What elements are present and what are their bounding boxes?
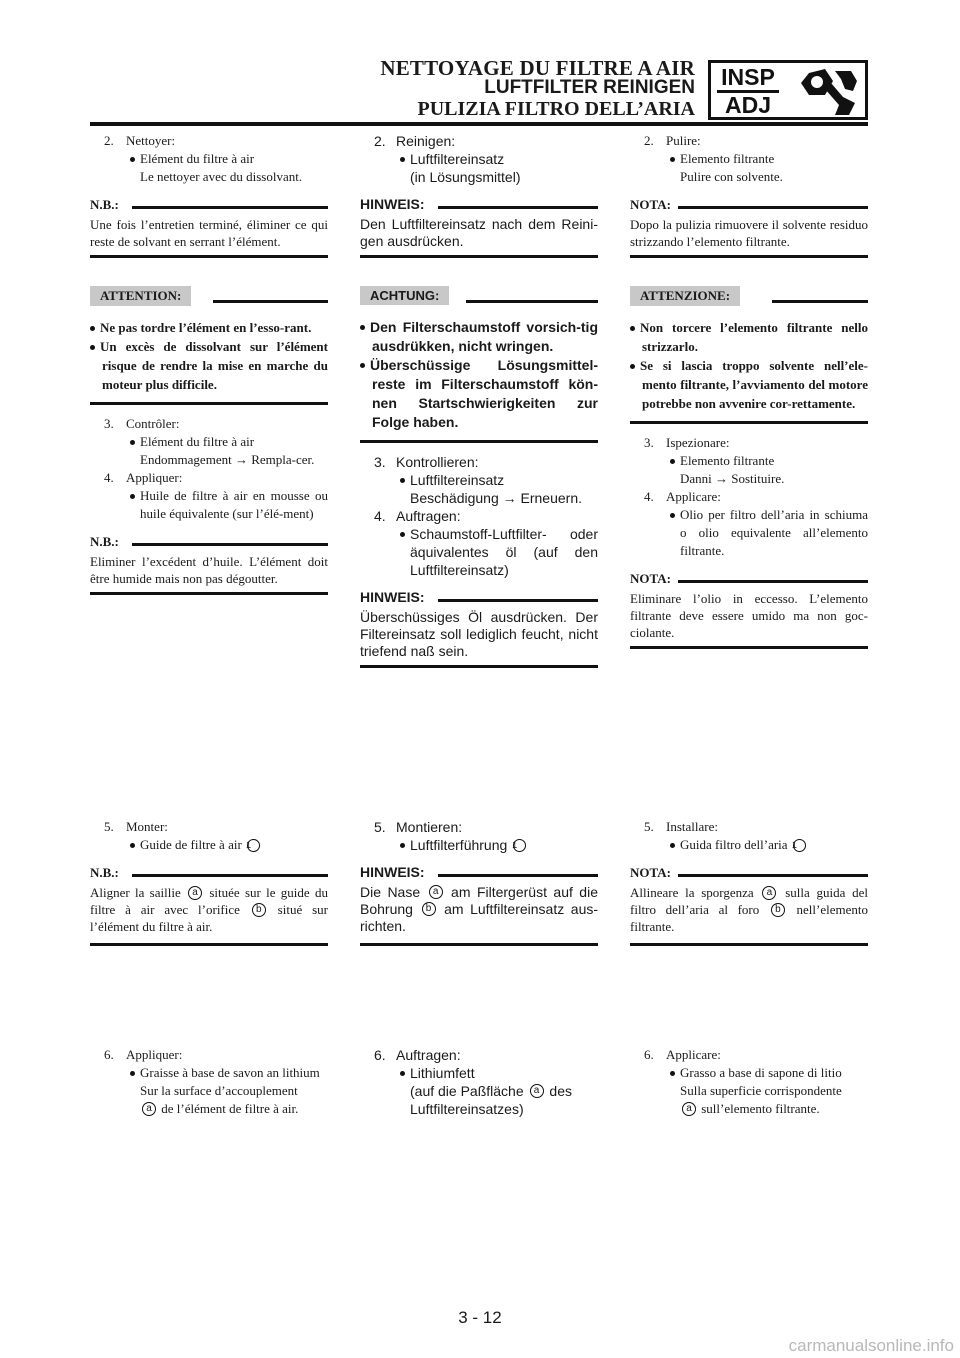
column-it — [630, 132, 868, 649]
step-title: Ispezionare: — [666, 435, 730, 450]
warning-label: ATTENTION: — [90, 286, 191, 306]
column-de-bottom — [360, 1046, 598, 1118]
step-number: 4. — [374, 508, 386, 524]
step-title: Montieren: — [396, 819, 463, 835]
bullet-icon — [400, 478, 405, 483]
column-de — [360, 132, 598, 668]
warning-item: Überschüssige Lösungsmittel-reste im Filterschaumstoff kön-nen Startschwierigkeiten zur Folge haben. — [370, 357, 598, 430]
step-title: Pulire: — [666, 133, 701, 148]
callout-a-icon: a — [142, 1102, 156, 1116]
bullet-icon — [670, 843, 675, 848]
bullet-subtext: Danni → Sostituire. — [680, 471, 785, 486]
step-number: 2. — [374, 133, 386, 149]
de-note-2-header — [360, 589, 598, 609]
bullet-icon — [670, 1071, 675, 1076]
bullet-text: Guida filtro dell’aria — [680, 837, 788, 852]
de-step-6 — [360, 1046, 598, 1118]
bullet-icon — [630, 364, 635, 369]
bullet-icon — [670, 513, 675, 518]
note-label: N.B.: — [90, 197, 125, 212]
callout-1-icon: 1 — [247, 839, 260, 852]
fr-step-3 — [90, 415, 328, 469]
step-number: 5. — [644, 819, 654, 834]
warning-closing-rule — [630, 421, 868, 424]
bullet-subtext: (in Lösungsmittel) — [410, 169, 521, 185]
warning-label: ACHTUNG: — [360, 286, 449, 305]
bullet-subtext: Luftfiltereinsatzes) — [410, 1101, 524, 1117]
note-closing-rule — [90, 592, 328, 595]
note-text-part: nell’elemento filtrante. — [630, 902, 868, 935]
fr-attention-header — [90, 286, 328, 310]
bullet-icon — [360, 325, 365, 330]
de-achtung-header — [360, 286, 598, 310]
step-number: 3. — [374, 454, 386, 470]
bullet-text: Luftfiltereinsatz — [410, 472, 505, 488]
badge-code — [717, 65, 779, 118]
bullet-icon — [670, 157, 675, 162]
note-text-part: sulla guida del filtro dell’aria al foro — [630, 885, 869, 918]
page-header — [380, 58, 695, 120]
it-step-3 — [630, 434, 868, 488]
bullet-icon — [630, 326, 635, 331]
step-number: 3. — [104, 416, 114, 431]
bullet-text: Elément du filtre à air — [140, 151, 255, 166]
note-label: NOTA: — [630, 571, 677, 586]
bullet-subtext: des — [549, 1083, 572, 1099]
note-label: N.B.: — [90, 865, 125, 880]
bullet-subtext: Endommagement → Rempla-cer. — [140, 452, 315, 467]
column-fr — [90, 132, 328, 595]
step-title: Appliquer: — [126, 470, 183, 485]
note-label: NOTA: — [630, 865, 677, 880]
bullet-icon — [670, 459, 675, 464]
note-text-part: am Luftfiltereinsatz aus-richten. — [360, 901, 599, 934]
bullet-text: Lithiumfett — [410, 1065, 475, 1081]
step-title: Installare: — [666, 819, 718, 834]
step-number: 3. — [644, 435, 654, 450]
bullet-icon — [400, 843, 405, 848]
step-number: 6. — [374, 1047, 386, 1063]
de-step-2 — [360, 132, 598, 186]
it-note-2-header — [630, 570, 868, 590]
de-note-3-text — [360, 884, 598, 935]
bullet-icon — [130, 1071, 135, 1076]
bullet-icon — [400, 532, 405, 537]
fr-note-2-header — [90, 533, 328, 553]
column-de-lower — [360, 818, 598, 946]
fr-note-1-header — [90, 196, 328, 216]
fr-step-4 — [90, 469, 328, 523]
step-number: 4. — [104, 470, 114, 485]
warning-item: Se si lascia troppo solvente nell’ele-mento filtrante, l’avviamento del motore potrebbe non avvenire cor-rettamente. — [640, 358, 868, 411]
warning-item: Non torcere l’elemento filtrante nello strizzarlo. — [640, 320, 868, 354]
step-number: 5. — [374, 819, 386, 835]
bullet-text: Huile de filtre à air en mousse ou huile équivalente (sur l’élé-ment) — [140, 488, 328, 521]
callout-b-icon: b — [771, 903, 785, 917]
bullet-text: Luftfiltereinsatz — [410, 151, 505, 167]
bullet-text: Guide de filtre à air — [140, 837, 242, 852]
step-number: 2. — [644, 133, 654, 148]
bullet-subtext: (auf die Paßfläche — [410, 1083, 524, 1099]
note-text-part: am Filtergerüst auf die Bohrung — [360, 884, 598, 917]
de-note-1-text: Den Luftfiltereinsatz nach dem Reini-gen ausdrücken. — [360, 216, 598, 249]
title-it: PULIZIA FILTRO DELL’ARIA — [417, 98, 695, 120]
note-label: HINWEIS: — [360, 864, 431, 880]
de-step-4 — [360, 507, 598, 579]
bullet-subtext: Beschädigung → Erneuern. — [410, 490, 582, 506]
step-number: 5. — [104, 819, 114, 834]
note-closing-rule — [90, 943, 328, 946]
step-title: Kontrollieren: — [396, 454, 479, 470]
note-closing-rule — [360, 665, 598, 668]
bullet-text: Luftfilterführung — [410, 837, 508, 853]
callout-a-icon: a — [530, 1084, 544, 1098]
step-title: Contrôler: — [126, 416, 180, 431]
step-title: Applicare: — [666, 489, 721, 504]
it-step-6 — [630, 1046, 868, 1118]
bullet-icon — [130, 494, 135, 499]
title-fr: NETTOYAGE DU FILTRE A AIR — [380, 56, 695, 80]
fr-attention-text — [90, 318, 328, 394]
it-note-2-text: Eliminare l’olio in eccesso. L’elemento filtrante deve essere umido ma non goc-ciolante. — [630, 591, 868, 640]
note-text-part: Allineare la sporgenza — [630, 885, 754, 900]
column-it-bottom — [630, 1046, 868, 1118]
bullet-text: Elément du filtre à air — [140, 434, 255, 449]
de-note-3-header — [360, 864, 598, 884]
bullet-subtext: Sulla superficie corrispondente — [680, 1083, 842, 1098]
de-step-5 — [360, 818, 598, 854]
bullet-icon — [90, 345, 95, 350]
de-note-2-text: Überschüssiges Öl ausdrücken. Der Filtereinsatz soll lediglich feucht, nicht triefend naß sein. — [360, 609, 598, 659]
it-attenzione-text — [630, 318, 868, 413]
fr-step-6 — [90, 1046, 328, 1118]
fr-step-5 — [90, 818, 328, 854]
insp-adj-badge — [708, 60, 868, 120]
bullet-text: Grasso a base di sapone di litio — [680, 1065, 842, 1080]
note-label: NOTA: — [630, 197, 677, 212]
callout-a-icon: a — [682, 1102, 696, 1116]
bullet-text: Elemento filtrante — [680, 453, 775, 468]
bullet-icon — [130, 157, 135, 162]
note-label: HINWEIS: — [360, 196, 431, 212]
de-achtung-text — [360, 318, 598, 432]
fr-note-2-text: Eliminer l’excédent d’huile. L’élément doit être humide mais non pas dégoutter. — [90, 554, 328, 586]
note-text-part: Die Nase — [360, 884, 421, 900]
warning-item: Un excès de dissolvant sur l’élément risque de rendre la mise en marche du moteur plus difficile. — [100, 339, 328, 392]
fr-note-3-header — [90, 864, 328, 884]
bullet-text: Graisse à base de savon an lithium — [140, 1065, 320, 1080]
callout-1-icon: 1 — [793, 839, 806, 852]
step-number: 4. — [644, 489, 654, 504]
warning-label: ATTENZIONE: — [630, 286, 740, 306]
step-title: Auftragen: — [396, 1047, 461, 1063]
note-closing-rule — [630, 255, 868, 258]
note-text-part: située sur le guide du filtre à air avec l’orifice — [90, 885, 328, 918]
wrench-nut-icon — [795, 67, 861, 117]
fr-note-1-text: Une fois l’entretien terminé, éliminer ce qui reste de solvant en serrant l’élément. — [90, 217, 328, 249]
it-note-1-text: Dopo la pulizia rimuovere il solvente residuo strizzando l’elemento filtrante. — [630, 217, 868, 249]
bullet-subtext: Pulire con solvente. — [680, 169, 783, 184]
bullet-icon — [400, 157, 405, 162]
it-note-3-header — [630, 864, 868, 884]
bullet-text: Elemento filtrante — [680, 151, 775, 166]
bullet-subtext: de l’élément de filtre à air. — [161, 1101, 299, 1116]
step-number: 6. — [644, 1047, 654, 1062]
note-closing-rule — [630, 646, 868, 649]
it-step-4 — [630, 488, 868, 560]
warning-closing-rule — [360, 440, 598, 443]
callout-a-icon: a — [762, 886, 776, 900]
note-label: HINWEIS: — [360, 589, 431, 605]
it-step-5 — [630, 818, 868, 854]
callout-b-icon: b — [252, 903, 266, 917]
step-number: 2. — [104, 133, 114, 148]
header-rule — [90, 122, 868, 126]
callout-b-icon: b — [422, 902, 436, 916]
step-title: Nettoyer: — [126, 133, 176, 148]
callout-1-icon: 1 — [513, 839, 526, 852]
step-title: Monter: — [126, 819, 168, 834]
page-number: 3 - 12 — [458, 1308, 502, 1327]
warning-item: Den Filterschaumstoff vorsich-tig ausdrükken, nicht wringen. — [370, 319, 598, 354]
note-closing-rule — [360, 255, 598, 258]
it-step-2 — [630, 132, 868, 186]
de-step-3 — [360, 453, 598, 507]
callout-a-icon: a — [429, 885, 443, 899]
step-number: 6. — [104, 1047, 114, 1062]
warning-item: Ne pas tordre l’élément en l’esso-rant. — [100, 320, 312, 335]
fr-step-2 — [90, 132, 328, 186]
fr-note-3-text — [90, 884, 328, 935]
watermark: carmanualsonline.info — [788, 1336, 954, 1355]
bullet-subtext: Le nettoyer avec du dissolvant. — [140, 169, 303, 184]
note-label: N.B.: — [90, 534, 125, 549]
note-closing-rule — [360, 943, 598, 946]
bullet-text: Olio per filtro dell’aria in schiuma o olio equivalente all’elemento filtrante. — [680, 507, 868, 558]
callout-a-icon: a — [188, 886, 202, 900]
column-fr-lower — [90, 818, 328, 946]
step-title: Reinigen: — [396, 133, 456, 149]
it-attenzione-header — [630, 286, 868, 310]
note-text-part: Aligner la saillie — [90, 885, 181, 900]
note-text-part: situé sur l’élément du filtre à air. — [90, 902, 328, 935]
bullet-subtext: sull’elemento filtrante. — [701, 1101, 820, 1116]
warning-closing-rule — [90, 402, 328, 405]
it-note-1-header — [630, 196, 868, 216]
it-note-3-text — [630, 884, 868, 935]
column-fr-bottom — [90, 1046, 328, 1118]
note-closing-rule — [90, 255, 328, 258]
step-title: Applicare: — [666, 1047, 721, 1062]
step-title: Appliquer: — [126, 1047, 183, 1062]
column-it-lower — [630, 818, 868, 946]
step-title: Auftragen: — [396, 508, 461, 524]
bullet-icon — [130, 843, 135, 848]
de-note-1-header — [360, 196, 598, 216]
badge-bottom-label: ADJ — [724, 92, 771, 118]
bullet-subtext: Sur la surface d’accouplement — [140, 1083, 298, 1098]
bullet-icon — [90, 326, 95, 331]
bullet-icon — [400, 1071, 405, 1076]
title-de: LUFTFILTER REINIGEN — [484, 77, 695, 98]
bullet-icon — [360, 363, 365, 368]
bullet-text: Schaumstoff-Luftfilter- oder äquivalentes öl (auf den Luftfiltereinsatz) — [410, 526, 598, 578]
badge-top-label: INSP — [717, 65, 779, 93]
bullet-icon — [130, 440, 135, 445]
note-closing-rule — [630, 943, 868, 946]
